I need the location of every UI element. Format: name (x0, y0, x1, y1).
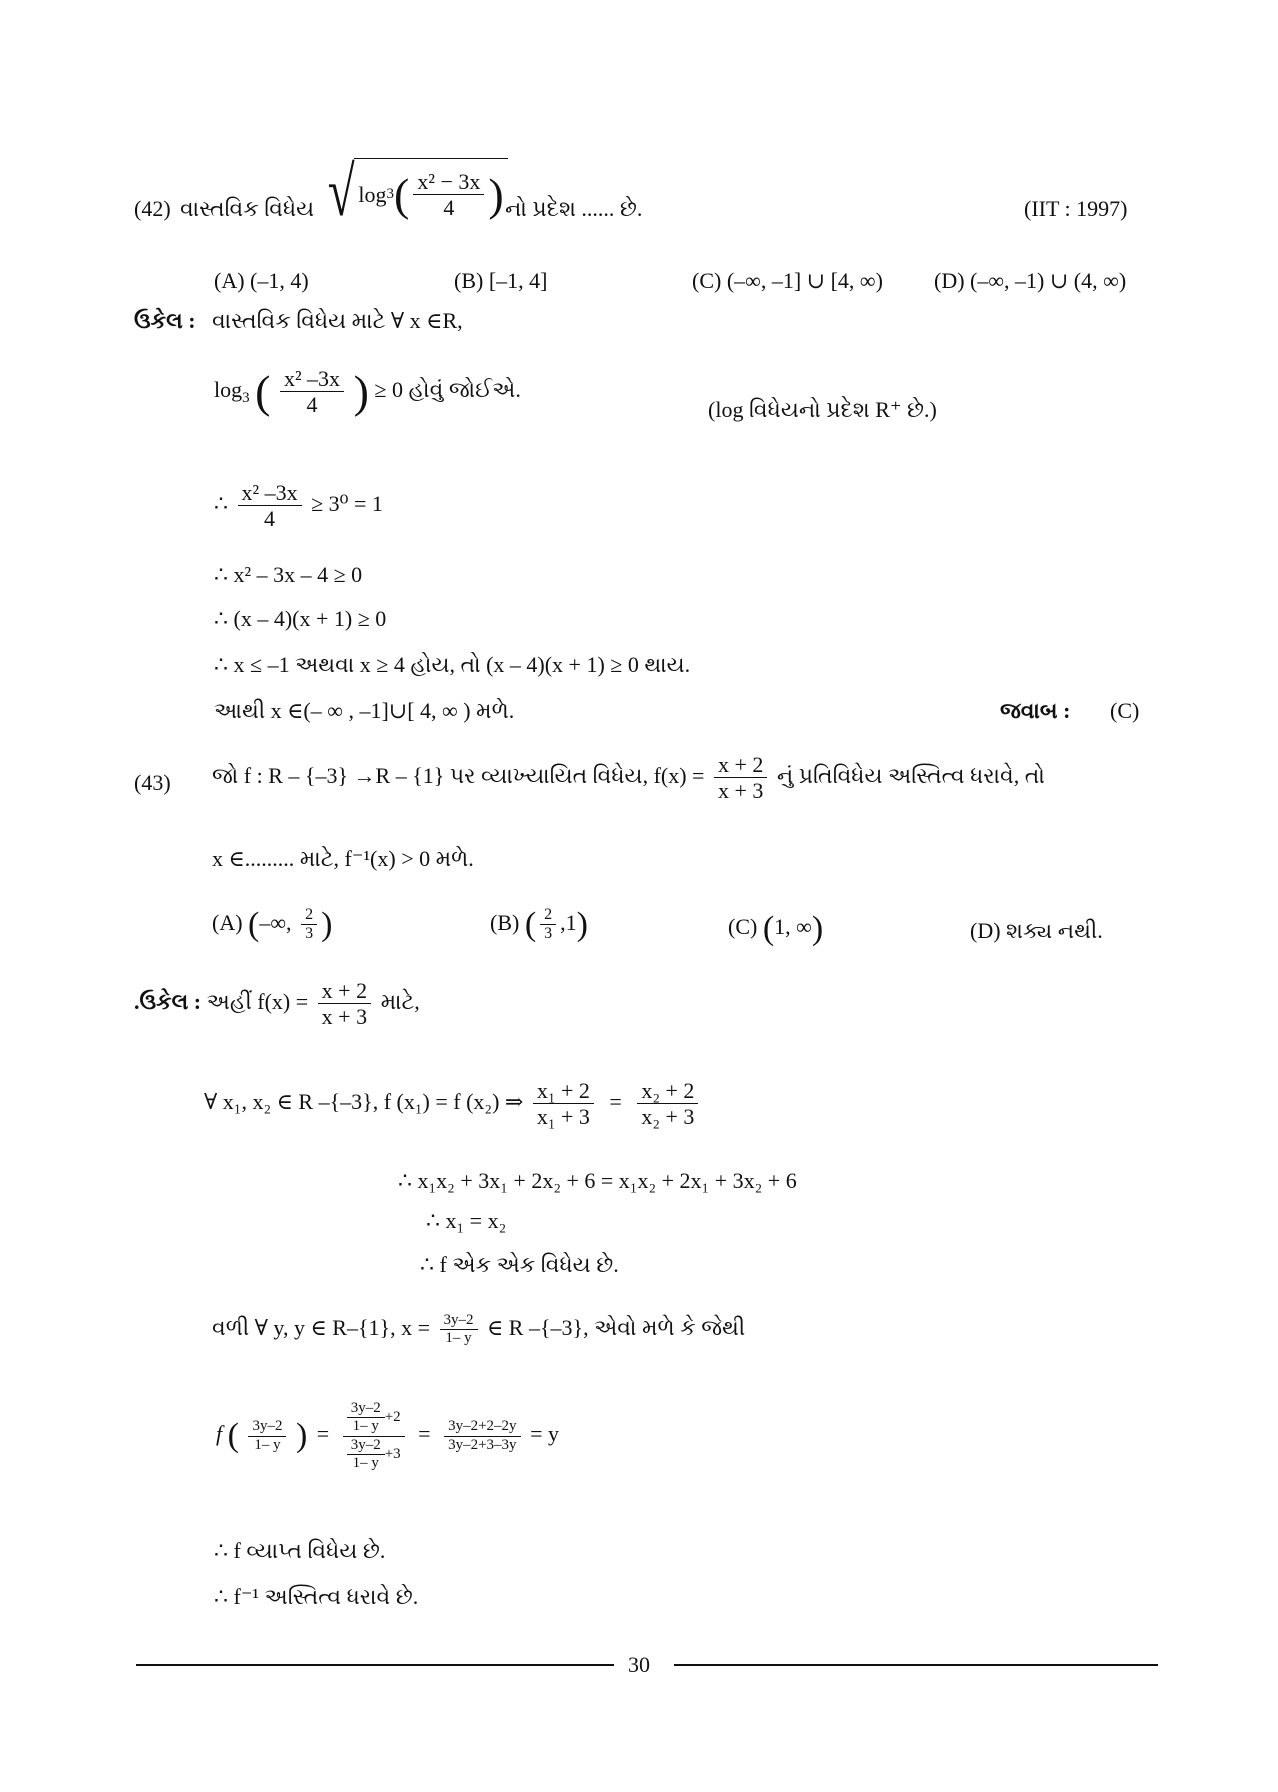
q42-number: (42) (134, 196, 171, 221)
sol42-note: (log વિધેયનો પ્રદેશ R⁺ છે.) (708, 397, 937, 422)
q42-option-a: (A) (–1, 4) (214, 268, 309, 293)
sol42-step5: ∴ x ≤ –1 અથવા x ≥ 4 હોય, તો (x – 4)(x + 1) ≥ 0 થાય. (214, 652, 691, 677)
sol43-line1: ∀ x₁, x₂ ∈ R –{–3}, f (x₁) = f (x₂) ⇒ $\frac{\text{x₁ + 2}}{\text{x₁ + 3}}$ = $\frac{\text{x₂ + 2}}{\text{x₂ + 3}}$ (204, 1078, 702, 1130)
sol42-step6: આથી x ∈(– ∞ , –1]∪[ 4, ∞ ) મળે. (214, 698, 515, 723)
sol42-step3: ∴ x² – 3x – 4 ≥ 0 (214, 562, 363, 587)
sol42-step2: ∴ $\frac{\text{x² –3x}}{4}$ ≥ 3⁰ = 1 (214, 480, 383, 532)
q42-sqrt-expression: √ log 3 ( $\frac{\text{x² − 3x}}{4}$ ) (322, 158, 508, 228)
q43-option-c: (C) (1, ∞) (728, 910, 824, 947)
q42-option-b: (B) [–1, 4] (454, 268, 548, 293)
q43-option-b: (B) ( $\frac{2}{3}$ ,1) (490, 905, 588, 943)
sol43-line5: વળી ∀ y, y ∈ R–{1}, x = $\frac{3y-2}{1- y}$ ∈ R –{–3}, એવો મળે કે જેથી (212, 1312, 746, 1347)
q42-text-after: નો પ્રદેશ ...... છે. (505, 196, 643, 221)
sol42-step4: ∴ (x – 4)(x + 1) ≥ 0 (214, 606, 387, 631)
q42-source: (IIT : 1997) (1024, 196, 1128, 221)
q42-option-d: (D) (–∞, –1) ∪ (4, ∞) (934, 268, 1127, 293)
q43-line1: જો f : R – {–3} →R – {1} પર વ્યાખ્યાયિત વિધેય, f(x) = $\frac{x + 2}{x + 3}$ નું પ્રતિવિધેય અસ્તિત્વ ધરાવે, તો (212, 752, 1045, 804)
sol42-intro: વાસ્તવિક વિધેય માટે ∀ x ∈R, (212, 308, 463, 333)
sol42-step1-tail: ≥ 0 હોવું જોઈએ. (374, 376, 521, 402)
sol43-line3: ∴ x₁ = x₂ (426, 1208, 507, 1233)
sol43-composition: f ( $\frac{3y-2}{1- y}$ ) = $\frac{3y-2}{1- y}$ +2 $\frac{3y-2}{1- y}$ +3 = $\frac{3y-2+2-2y}{3y-2+3-3y}$ = y (216, 1400, 559, 1471)
q42-numerator: x² − 3x (413, 169, 484, 195)
sol43-line6: ∴ f વ્યાપ્ત વિધેય છે. (214, 1538, 386, 1563)
q42-text-before: વાસ્તવિક વિધેય (180, 196, 315, 221)
sol43-line2: ∴ x₁x₂ + 3x₁ + 2x₂ + 6 = x₁x₂ + 2x₁ + 3x₂ + 6 (398, 1168, 797, 1193)
footer-rule-right (674, 1664, 1158, 1666)
q43-line2: x ∈......... માટે, f⁻¹(x) > 0 મળે. (212, 846, 474, 871)
sol42-step1: $\log_3$ ( $\frac{\text{x² –3x}}{4}$ ) ≥ 0 હોવું જોઈએ. (214, 365, 521, 418)
sol43-line4: ∴ f એક એક વિધેય છે. (420, 1252, 619, 1277)
q43-number: (43) (134, 770, 171, 795)
q42-log-base: 3 (386, 186, 395, 202)
page-number: 30 (628, 1652, 650, 1677)
answer-value: (C) (1110, 698, 1140, 723)
sol43-intro: .ઉકેલ : અહીં f(x) = $\frac{x + 2}{x + 3}$ માટે, (134, 978, 420, 1030)
footer-rule-left (136, 1664, 614, 1666)
sol43-label: .ઉકેલ : (134, 988, 202, 1014)
q42-denominator: 4 (443, 195, 455, 220)
q42-option-c: (C) (–∞, –1] ∪ [4, ∞) (692, 268, 883, 293)
answer-label: જવાબ : (1000, 698, 1071, 723)
q43-option-d: (D) શક્ય નથી. (970, 918, 1103, 943)
sol43-line7: ∴ f⁻¹ અસ્તિત્વ ધરાવે છે. (214, 1584, 419, 1609)
solution-label: ઉકેલ : (134, 308, 196, 333)
q43-option-a: (A) (–∞, $\frac{2}{3}$ ) (212, 905, 333, 943)
q42-log: log (358, 181, 387, 207)
